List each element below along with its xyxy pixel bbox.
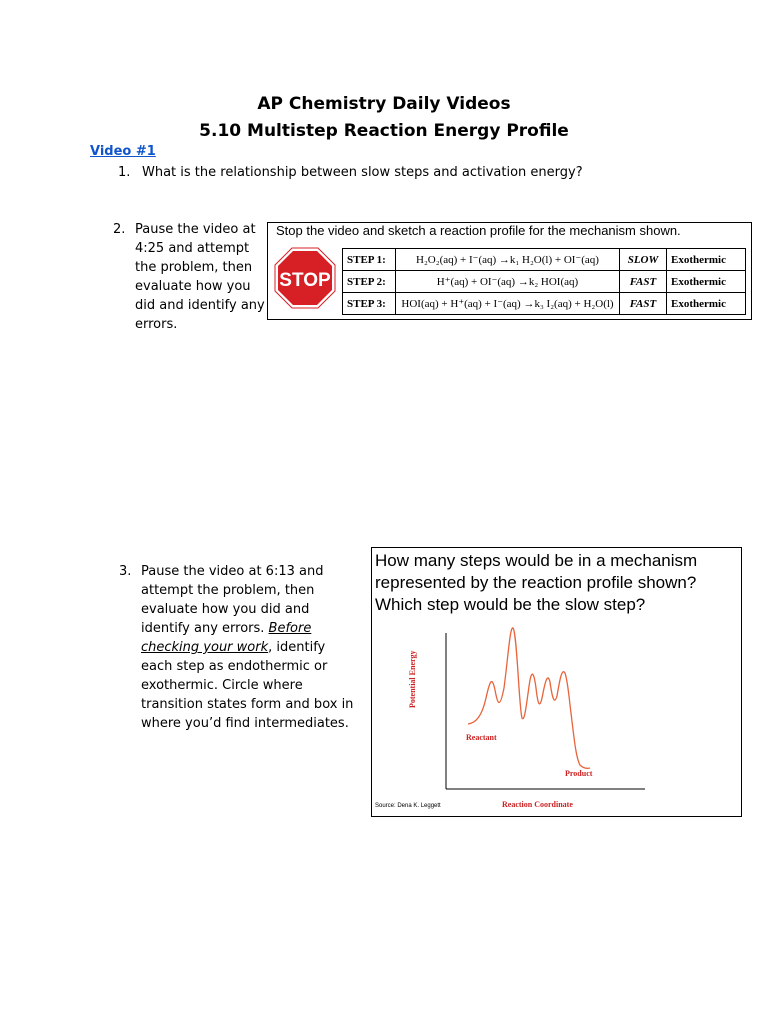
step-label: STEP 2: xyxy=(343,271,396,293)
figure-caption: Stop the video and sketch a reaction profile for the mechanism shown. xyxy=(276,223,681,238)
table-row xyxy=(343,249,746,271)
step-reaction: HOI(aq) + H⁺(aq) + I⁻(aq) →k₃ I₂(aq) + H₂O(l) xyxy=(396,293,620,315)
energy-curve xyxy=(468,628,590,768)
step-label: STEP 3: xyxy=(343,293,396,315)
question-emphasis: Before checking your work xyxy=(141,621,312,655)
question-text: Pause the video at 4:25 and attempt the problem, then evaluate how you did and identify any errors. xyxy=(135,222,265,332)
reactant-label: Reactant xyxy=(466,733,497,742)
figure-question: How many steps would be in a mechanism represented by the reaction profile shown? Which step would be the slow step? xyxy=(375,551,698,614)
step-speed: SLOW xyxy=(620,249,667,271)
step-reaction: H⁺(aq) + OI⁻(aq) →k₂ HOI(aq) xyxy=(396,271,620,293)
page-title: AP Chemistry Daily Videos xyxy=(257,94,511,114)
product-label: Product xyxy=(565,769,593,778)
mechanism-table xyxy=(342,248,746,315)
table-row xyxy=(343,293,746,315)
step-reaction: H₂O₂(aq) + I⁻(aq) →k₁ H₂O(l) + OI⁻(aq) xyxy=(396,249,620,271)
stop-mechanism-figure xyxy=(267,222,752,320)
question-text: What is the relationship between slow steps and activation energy? xyxy=(142,165,583,180)
video-1-link[interactable]: Video #1 xyxy=(90,144,156,159)
step-label: STEP 1: xyxy=(343,249,396,271)
stop-sign-text: STOP xyxy=(279,270,331,291)
step-thermo: Exothermic xyxy=(667,249,746,271)
question-number: 1. xyxy=(118,165,131,180)
stop-sign-icon xyxy=(274,247,336,309)
step-thermo: Exothermic xyxy=(667,293,746,315)
table-row xyxy=(343,271,746,293)
step-thermo: Exothermic xyxy=(667,271,746,293)
question-number: 3. xyxy=(119,564,132,579)
figure-source: Source: Dena K. Leggett xyxy=(375,803,441,809)
x-axis-label: Reaction Coordinate xyxy=(502,800,573,809)
question-text xyxy=(141,562,359,733)
page-subtitle: 5.10 Multistep Reaction Energy Profile xyxy=(199,121,569,141)
energy-profile-figure xyxy=(371,547,742,817)
question-number: 2. xyxy=(113,222,126,237)
question-text-end: , identify each step as endothermic or exothermic. Circle where transition states form and box in where you’d find intermediates. xyxy=(141,640,354,731)
step-speed: FAST xyxy=(620,293,667,315)
energy-profile-graph xyxy=(372,548,741,816)
question-text-start: Pause the video at 6:13 and attempt the problem, then evaluate how you did and identify any errors. xyxy=(141,564,324,636)
step-speed: FAST xyxy=(620,271,667,293)
y-axis-label: Potential Energy xyxy=(408,650,417,708)
